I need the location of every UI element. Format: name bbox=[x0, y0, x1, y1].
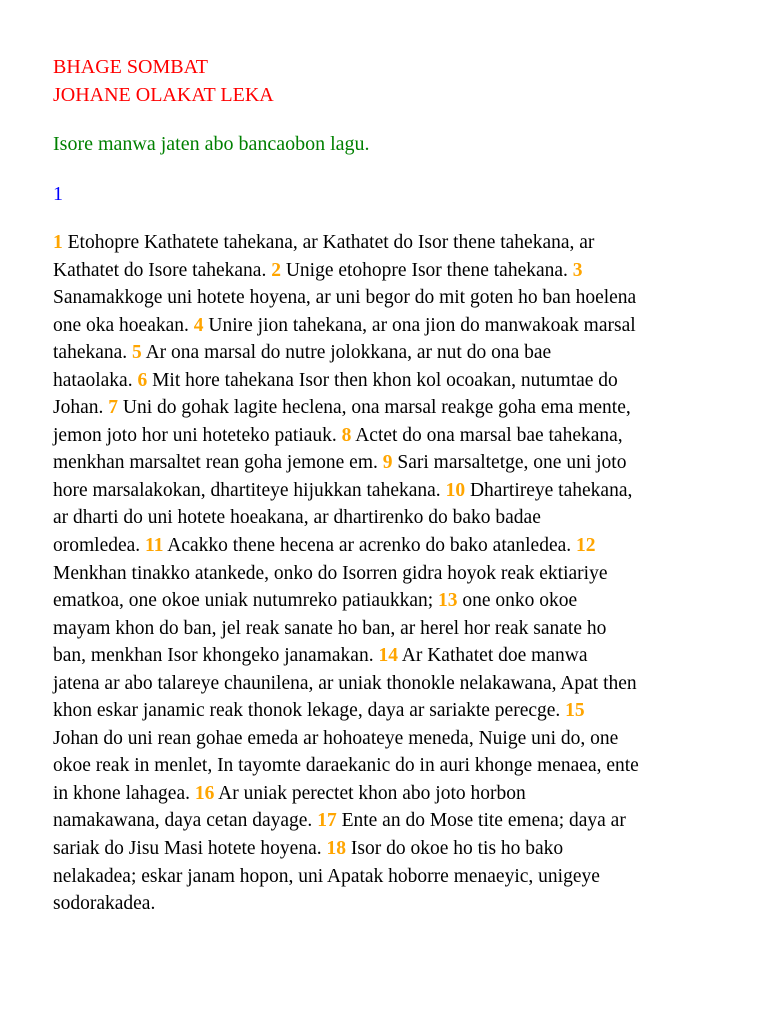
verse-text: Sanamakkoge uni hotete hoyena, ar uni begor do mit goten ho ban hoelena bbox=[53, 287, 637, 309]
verse-text: Sari marsaltetge, one uni joto bbox=[392, 452, 627, 474]
verse-text: hataolaka. bbox=[53, 369, 138, 391]
text-line bbox=[53, 670, 733, 698]
verse-number: 14 bbox=[378, 645, 398, 667]
verse-text: okoe reak in menlet, In tayomte daraekanic do in auri khonge menaea, ente bbox=[53, 755, 639, 777]
book-label: BHAGE SOMBAT bbox=[53, 56, 209, 78]
verse-text: jemon joto hor uni hoteteko patiauk. bbox=[53, 424, 342, 446]
verse-number: 6 bbox=[137, 369, 148, 391]
text-line bbox=[53, 422, 733, 450]
verse-text: nelakadea; eskar janam hopon, uni Apatak hoborre menaeyic, unigeye bbox=[53, 865, 600, 887]
text-line bbox=[53, 780, 733, 808]
verse-text: Kathatet do Isore tahekana. bbox=[53, 259, 272, 281]
verse-text: ban, menkhan Isor khongeko janamakan. bbox=[53, 645, 379, 667]
verse-text: ematkoa, one okoe uniak nutumreko patiaukkan; bbox=[53, 590, 439, 612]
verse-text: sodorakadea. bbox=[53, 893, 156, 915]
verse-text: Acakko thene hecena ar acrenko do bako atanledea. bbox=[163, 535, 577, 557]
verse-number: 10 bbox=[445, 479, 466, 501]
verse-text: oromledea. bbox=[53, 535, 146, 557]
verse-text: ar dharti do uni hotete hoeakana, ar dhartirenko do bako badae bbox=[53, 507, 541, 529]
text-line bbox=[53, 229, 733, 257]
verse-text: namakawana, daya cetan dayage. bbox=[53, 810, 318, 832]
verse-text: Actet do ona marsal bae tahekana, bbox=[351, 424, 623, 446]
verse-text: sariak do Jisu Masi hotete hoyena. bbox=[53, 838, 327, 860]
text-line bbox=[53, 807, 733, 835]
verse-number: 12 bbox=[576, 535, 596, 557]
verse-text: Ar ona marsal do nutre jolokkana, ar nut do ona bae bbox=[141, 342, 552, 364]
text-line bbox=[53, 449, 733, 477]
verse-text: mayam khon do ban, jel reak sanate ho ban, ar herel hor reak sanate ho bbox=[53, 617, 607, 639]
verse-number: 4 bbox=[193, 314, 204, 336]
text-line bbox=[53, 394, 733, 422]
verse-text: hore marsalakokan, dhartiteye hijukkan tahekana. bbox=[53, 479, 446, 501]
verse-text: Ar Kathatet doe manwa bbox=[397, 645, 588, 667]
verse-number: 13 bbox=[438, 590, 458, 612]
verse-text: khon eskar janamic reak thonok lekage, daya ar sariakte perecge. bbox=[53, 700, 566, 722]
text-line bbox=[53, 284, 733, 312]
verse-text: Dhartireye tahekana, bbox=[465, 479, 633, 501]
chapter-subtitle: Isore manwa jaten abo bancaobon lagu. bbox=[53, 133, 370, 155]
verse-text: Uni do gohak lagite heclena, ona marsal reakge goha ema mente, bbox=[118, 397, 631, 419]
verse-text: Menkhan tinakko atankede, onko do Isorren gidra hoyok reak ektiariye bbox=[53, 562, 608, 584]
verse-text: Isor do okoe ho tis ho bako bbox=[346, 838, 564, 860]
chapter-number: 1 bbox=[53, 183, 63, 205]
verse-number: 18 bbox=[326, 838, 346, 860]
verse-number: 15 bbox=[565, 700, 585, 722]
text-line bbox=[53, 532, 733, 560]
book-title: JOHANE OLAKAT LEKA bbox=[53, 84, 274, 106]
verse-text: in khone lahagea. bbox=[53, 782, 195, 804]
text-line bbox=[53, 339, 733, 367]
verse-number: 7 bbox=[108, 397, 118, 419]
text-line bbox=[53, 697, 733, 725]
verse-number: 5 bbox=[132, 342, 142, 364]
verse-text: Unige etohopre Isor thene tahekana. bbox=[280, 259, 573, 281]
text-line bbox=[53, 560, 733, 588]
verse-text: Mit hore tahekana Isor then khon kol ocoakan, nutumtae do bbox=[147, 369, 618, 391]
verse-number: 16 bbox=[194, 782, 215, 804]
text-line bbox=[53, 587, 733, 615]
verse-number: 2 bbox=[271, 259, 281, 281]
text-line bbox=[53, 615, 733, 643]
text-line bbox=[53, 725, 733, 753]
verse-text: one oka hoeakan. bbox=[53, 314, 194, 336]
verse-number: 3 bbox=[572, 259, 583, 281]
text-line bbox=[53, 642, 733, 670]
verse-text: Unire jion tahekana, ar ona jion do manwakoak marsal bbox=[203, 314, 636, 336]
text-line bbox=[53, 257, 733, 285]
verse-number: 11 bbox=[145, 535, 164, 557]
text-line bbox=[53, 312, 733, 340]
text-line bbox=[53, 863, 733, 891]
text-line bbox=[53, 890, 733, 918]
verse-text: jatena ar abo talareye chaunilena, ar uniak thonokle nelakawana, Apat then bbox=[53, 672, 637, 694]
verse-text: Ar uniak perectet khon abo joto horbon bbox=[214, 782, 526, 804]
verse-text: one onko okoe bbox=[457, 590, 578, 612]
verse-number: 1 bbox=[53, 232, 63, 253]
text-line bbox=[53, 367, 733, 395]
verse-number: 17 bbox=[317, 810, 337, 832]
verse-text: Etohopre Kathatete tahekana, ar Kathatet do Isor thene tahekana, ar bbox=[62, 232, 595, 253]
text-line bbox=[53, 477, 733, 505]
verse-text: Ente an do Mose tite emena; daya ar bbox=[336, 810, 626, 832]
verse-number: 9 bbox=[382, 452, 393, 474]
text-line bbox=[53, 752, 733, 780]
verse-number: 8 bbox=[341, 424, 352, 446]
scripture-text bbox=[53, 229, 733, 918]
text-line bbox=[53, 835, 733, 863]
verse-text: Johan. bbox=[53, 397, 109, 419]
verse-text: Johan do uni rean gohae emeda ar hohoateye meneda, Nuige uni do, one bbox=[53, 727, 619, 749]
verse-text: tahekana. bbox=[53, 342, 133, 364]
text-line bbox=[53, 504, 733, 532]
verse-text: menkhan marsaltet rean goha jemone em. bbox=[53, 452, 383, 474]
